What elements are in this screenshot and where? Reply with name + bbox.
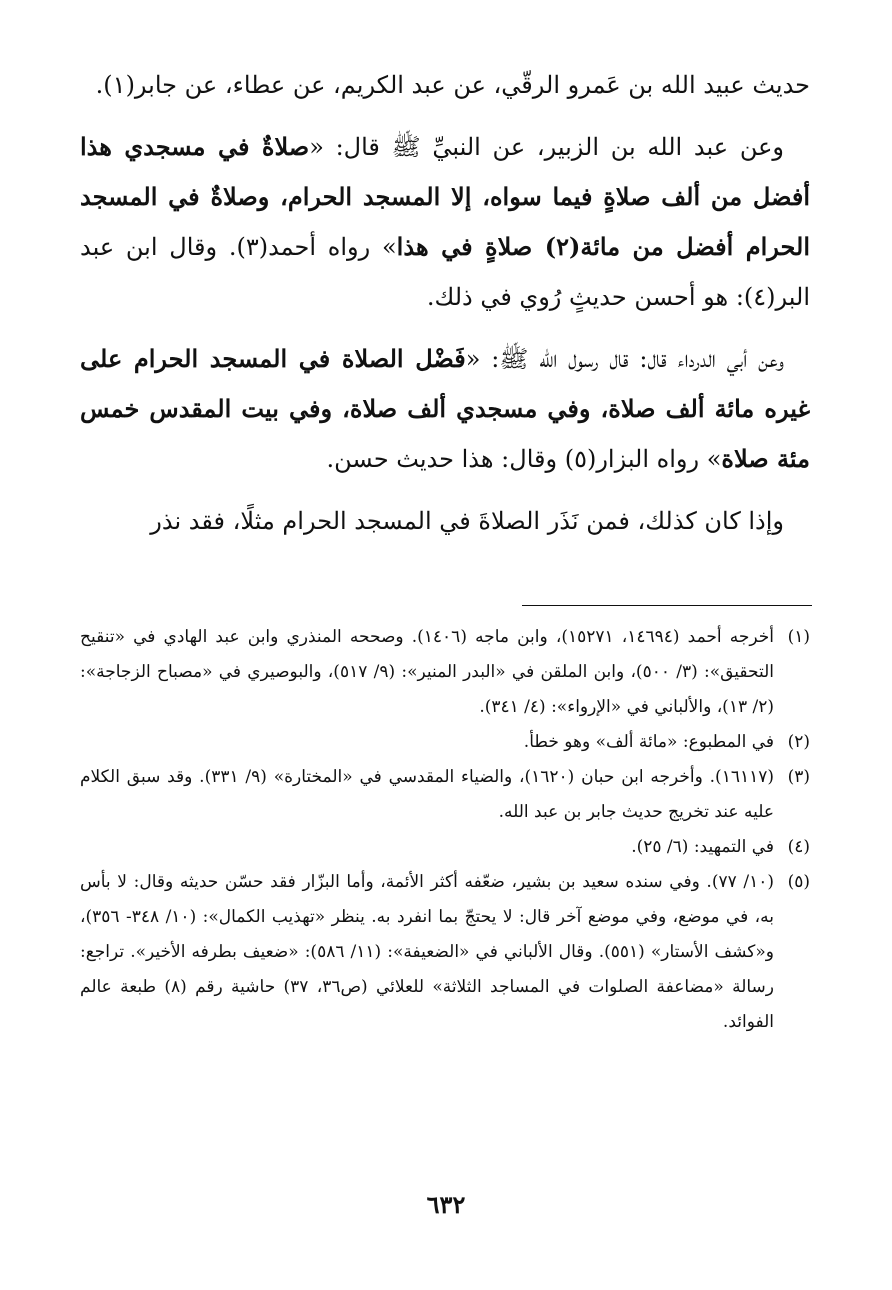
paragraph-4: وإذا كان كذلك، فمن نَذَر الصلاةَ في المسجد الحرام مثلًا، فقد نذر xyxy=(150,507,784,535)
paragraph-2-intro: وعن عبد الله بن الزبير، عن النبيِّ ﷺ قال: « xyxy=(309,133,784,161)
footnote-number: (٣) xyxy=(787,767,810,787)
paragraph-2 xyxy=(80,122,810,322)
footnote-number: (٢) xyxy=(787,732,810,752)
paragraph-2-outro: » رواه أحمد(٣). وقال ابن عبد البر(٤): هو أحسن حديثٍ رُوي في ذلك. xyxy=(80,233,810,311)
footnote-text: (١٦١١٧). وأخرجه ابن حبان (١٦٢٠)، والضياء المقدسي في «المختارة» (٩/ ٣٣١). وقد سبق الكلام عليه عند تخريج حديث جابر بن عبد الله. xyxy=(80,767,774,822)
footnote-2 xyxy=(80,725,810,760)
footnote-number: (٥) xyxy=(787,872,810,892)
footnote-text: (١٠/ ٧٧). وفي سنده سعيد بن بشير، ضعّفه أكثر الأئمة، وأما البزّار فقد حسّن حديثه وقال: لا بأس به، في موضع، وفي موضع آخر قال: لا يحتجّ بما انفرد به. ينظر «تهذيب الكمال»: (١٠/ ٣٤٨- ٣٥٦)، و«كشف الأستار» (٥٥١). وقال الألباني في «الضعيفة»: (١١/ ٥٨٦): «ضعيف بطرفه الأخير». تراجع: رسالة «مضاعفة الصلوات في المساجد الثلاثة» للعلائي (ص٣٦، ٣٧) حاشية رقم (٨) طبعة عالم الفوائد. xyxy=(80,872,775,1032)
footnote-4 xyxy=(80,830,810,865)
footnotes xyxy=(80,620,810,1040)
main-text xyxy=(80,60,810,558)
footnote-text: في المطبوع: «مائة ألف» وهو خطأ. xyxy=(523,732,774,752)
paragraph-3 xyxy=(80,334,810,484)
footnote-3 xyxy=(80,760,810,830)
footnote-number: (١) xyxy=(787,627,810,647)
paragraph-3-intro: وعن أبي الدرداء قال: قال رسول الله ﷺ: « xyxy=(465,345,785,373)
paragraph-3-outro: » رواه البزار(٥) وقال: هذا حديث حسن. xyxy=(326,445,722,473)
footnote-1 xyxy=(80,620,810,725)
footnote-separator xyxy=(522,605,812,606)
footnote-5 xyxy=(80,865,810,1040)
paragraph-3-hadith: فَضْل الصلاة في المسجد الحرام على غيره مائة ألف صلاة، وفي مسجدي ألف صلاة، وفي بيت المقدس خمس مئة صلاة xyxy=(80,344,810,473)
paragraph-1: حديث عبيد الله بن عَمرو الرقّي، عن عبد الكريم، عن عطاء، عن جابر(١). xyxy=(95,71,810,99)
footnote-text: أخرجه أحمد (١٤٦٩٤، ١٥٢٧١)، وابن ماجه (١٤٠٦). وصححه المنذري وابن عبد الهادي في «تنقيح التحقيق»: (٣/ ٥٠٠)، وابن الملقن في «البدر المنير»: (٩/ ٥١٧)، والبوصيري في «مصباح الزجاجة»: (٢/ ١٣)، والألباني في «الإرواء»: (٤/ ٣٤١). xyxy=(80,627,775,717)
footnote-text: في التمهيد: (٦/ ٢٥). xyxy=(631,837,774,857)
paragraph-2-hadith: صلاةٌ في مسجدي هذا أفضل من ألف صلاةٍ فيما سواه، إلا المسجد الحرام، وصلاةٌ في المسجد الحرام أفضل من مائة(٢) صلاةٍ في هذا xyxy=(80,132,811,261)
footnote-number: (٤) xyxy=(787,837,810,857)
page-number: ٦٣٢ xyxy=(426,1190,466,1219)
